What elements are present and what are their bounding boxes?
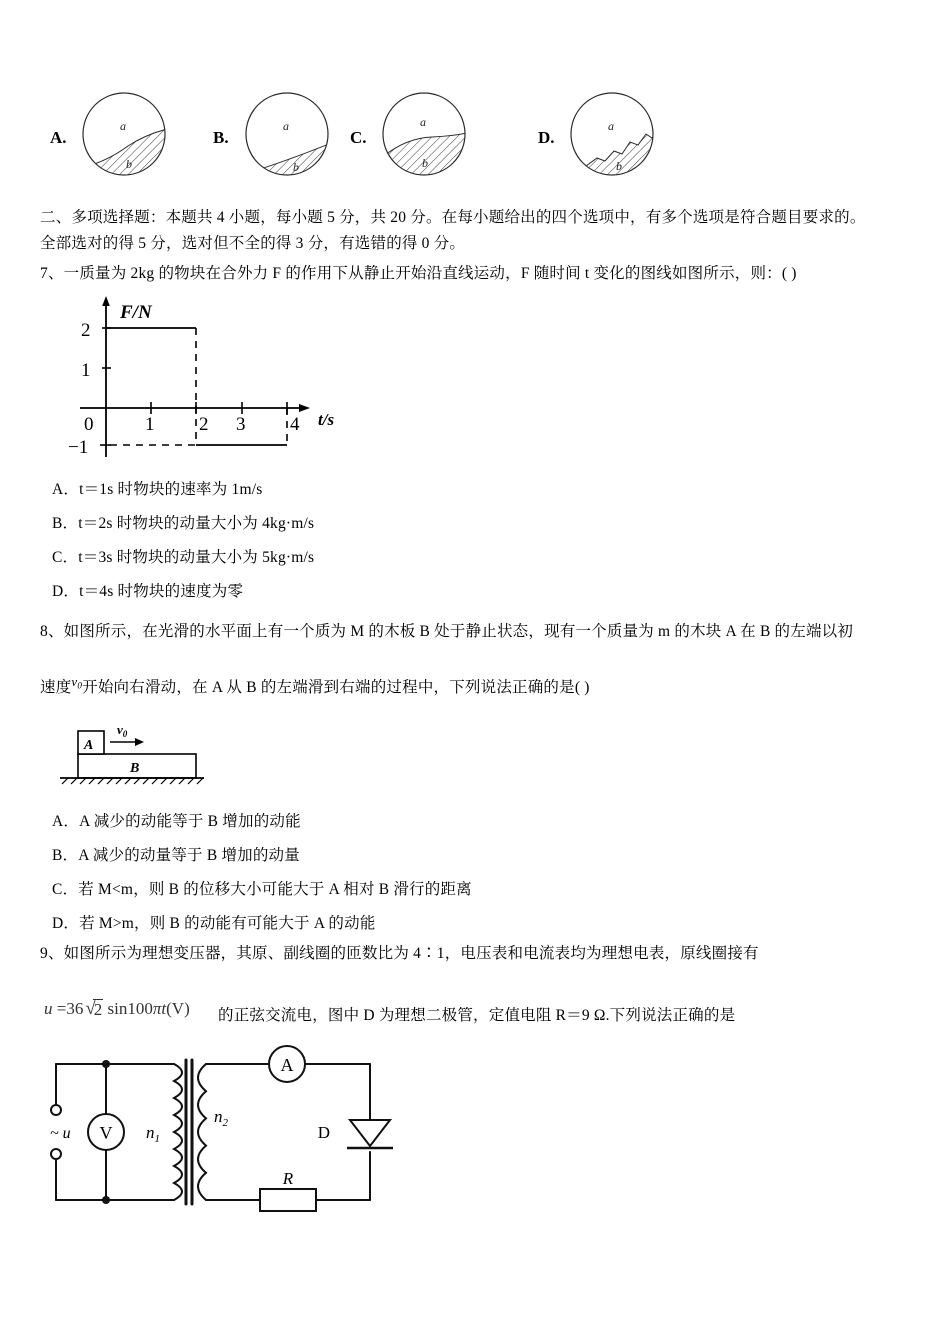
- question-7-option-b: B．t＝2s 时物块的动量大小为 4kg·m/s: [52, 515, 315, 532]
- block-on-board-figure: [44, 716, 278, 800]
- q8-stem-post: 开始向右滑动，在 A 从 B 的左端滑到右端的过程中，下列说法正确的是( ): [82, 679, 590, 696]
- q8-initial-velocity-symbol: v0: [71, 674, 83, 691]
- choice-letter-a: A.: [50, 128, 67, 147]
- question-8-option-a: A．A 减少的动能等于 B 增加的动能: [52, 813, 301, 830]
- circle-diagram-a: [76, 82, 172, 186]
- board-label-b: B: [130, 761, 140, 776]
- question-8-option-b: B．A 减少的动量等于 B 增加的动量: [52, 847, 300, 864]
- question-8-option-c: C．若 M<m，则 B 的位移大小可能大于 A 相对 B 滑行的距离: [52, 881, 472, 898]
- choice-figure-a: [50, 82, 220, 194]
- chart-ylabel: F/N: [120, 302, 152, 323]
- choice-letter-d: D.: [538, 128, 555, 147]
- formula-pi: π: [152, 999, 162, 1018]
- formula-unit: (V): [166, 999, 190, 1018]
- region-label-c-lower: b: [422, 156, 428, 170]
- chart-xtick-4: 4: [290, 414, 300, 435]
- transformer-circuit-figure: [34, 1042, 424, 1222]
- source-terminal-top: [51, 1105, 61, 1115]
- choice-letter-c: C.: [350, 128, 367, 147]
- choice-letter-b: B.: [213, 128, 229, 147]
- chart-xtick-2: 2: [199, 414, 209, 435]
- question-9-stem-line1: 9、如图所示为理想变压器，其原、副线圈的匝数比为 4∶1，电压表和电流表均为理想电表，原线圈接有: [40, 945, 759, 962]
- source-label: ~ u: [50, 1125, 71, 1142]
- secondary-turns-label: $n_2$: [214, 1107, 228, 1129]
- formula-lhs: u: [44, 999, 53, 1018]
- velocity-label-v0: $v_0$: [117, 722, 128, 739]
- choice-figure-c: [350, 82, 520, 194]
- region-label-b-lower: b: [293, 160, 299, 174]
- circle-diagram-c: [376, 82, 472, 186]
- resistor-label: R: [282, 1169, 294, 1188]
- chart-xtick-1: 1: [145, 414, 155, 435]
- ammeter-label: A: [280, 1055, 294, 1075]
- region-label-b-upper: a: [283, 119, 289, 133]
- question-7-option-a: A．t＝1s 时物块的速率为 1m/s: [52, 481, 263, 498]
- region-label-d-upper: a: [608, 119, 614, 133]
- region-label-d-lower: b: [616, 159, 622, 173]
- question-9-stem-line2: 的正弦交流电，图中 D 为理想二极管，定值电阻 R＝9 Ω.下列说法正确的是: [218, 1007, 736, 1024]
- section-heading-line2: 全部选对的得 5 分，选对但不全的得 3 分，有选错的得 0 分。: [40, 235, 466, 252]
- question-9-formula: [44, 998, 190, 1020]
- chart-xtick-0: 0: [84, 414, 94, 435]
- voltmeter-label: V: [99, 1123, 113, 1143]
- question-8-stem-line2: [40, 676, 920, 700]
- chart-xlabel: t/s: [318, 410, 335, 429]
- choice-figures-row: [40, 82, 740, 194]
- circle-diagram-d: [564, 82, 660, 186]
- junction-dot-bottom: [102, 1196, 110, 1204]
- formula-sqrt: √2: [85, 998, 103, 1019]
- q8-stem-pre: 速度: [40, 679, 72, 696]
- chart-ytick-neg1: −1: [68, 437, 89, 458]
- chart-ytick-2: 2: [81, 320, 91, 341]
- question-8-stem-line1: 8、如图所示，在光滑的水平面上有一个质为 M 的木板 B 处于静止状态，现有一个质量为 m 的木块 A 在 B 的左端以初: [40, 623, 854, 640]
- junction-dot-top: [102, 1060, 110, 1068]
- chart-ytick-1: 1: [81, 360, 91, 381]
- formula-trig: sin100: [107, 999, 153, 1018]
- region-label-a-lower: b: [126, 157, 132, 171]
- region-label-a-upper: a: [120, 119, 126, 133]
- question-8-option-d: D．若 M>m，则 B 的动能有可能大于 A 的动能: [52, 915, 376, 932]
- force-time-chart: [44, 292, 344, 464]
- diode-triangle: [350, 1120, 390, 1146]
- question-7-stem: 7、一质量为 2kg 的物块在合外力 F 的作用下从静止开始沿直线运动，F 随时间 t 变化的图线如图所示，则：( ): [40, 265, 797, 282]
- choice-figure-d: [538, 82, 708, 194]
- diode-label: D: [317, 1123, 330, 1142]
- formula-coefficient: 36: [66, 999, 84, 1018]
- chart-xtick-3: 3: [236, 414, 246, 435]
- resistor-symbol: [260, 1189, 316, 1211]
- circle-diagram-b: [239, 82, 335, 186]
- section-heading-line1: 二、多项选择题：本题共 4 小题，每小题 5 分，共 20 分。在每小题给出的四个选项中，有多个选项是符合题目要求的。: [40, 209, 866, 226]
- formula-equals: =: [56, 999, 67, 1018]
- primary-turns-label: $n_1$: [146, 1123, 160, 1145]
- question-7-option-d: D．t＝4s 时物块的速度为零: [52, 583, 244, 600]
- formula-radicand: 2: [93, 1000, 103, 1019]
- region-label-c-upper: a: [420, 115, 426, 129]
- block-label-a: A: [84, 738, 94, 753]
- formula-variable-t: t: [161, 999, 167, 1018]
- source-terminal-bottom: [51, 1149, 61, 1159]
- question-7-option-c: C．t＝3s 时物块的动量大小为 5kg·m/s: [52, 549, 315, 566]
